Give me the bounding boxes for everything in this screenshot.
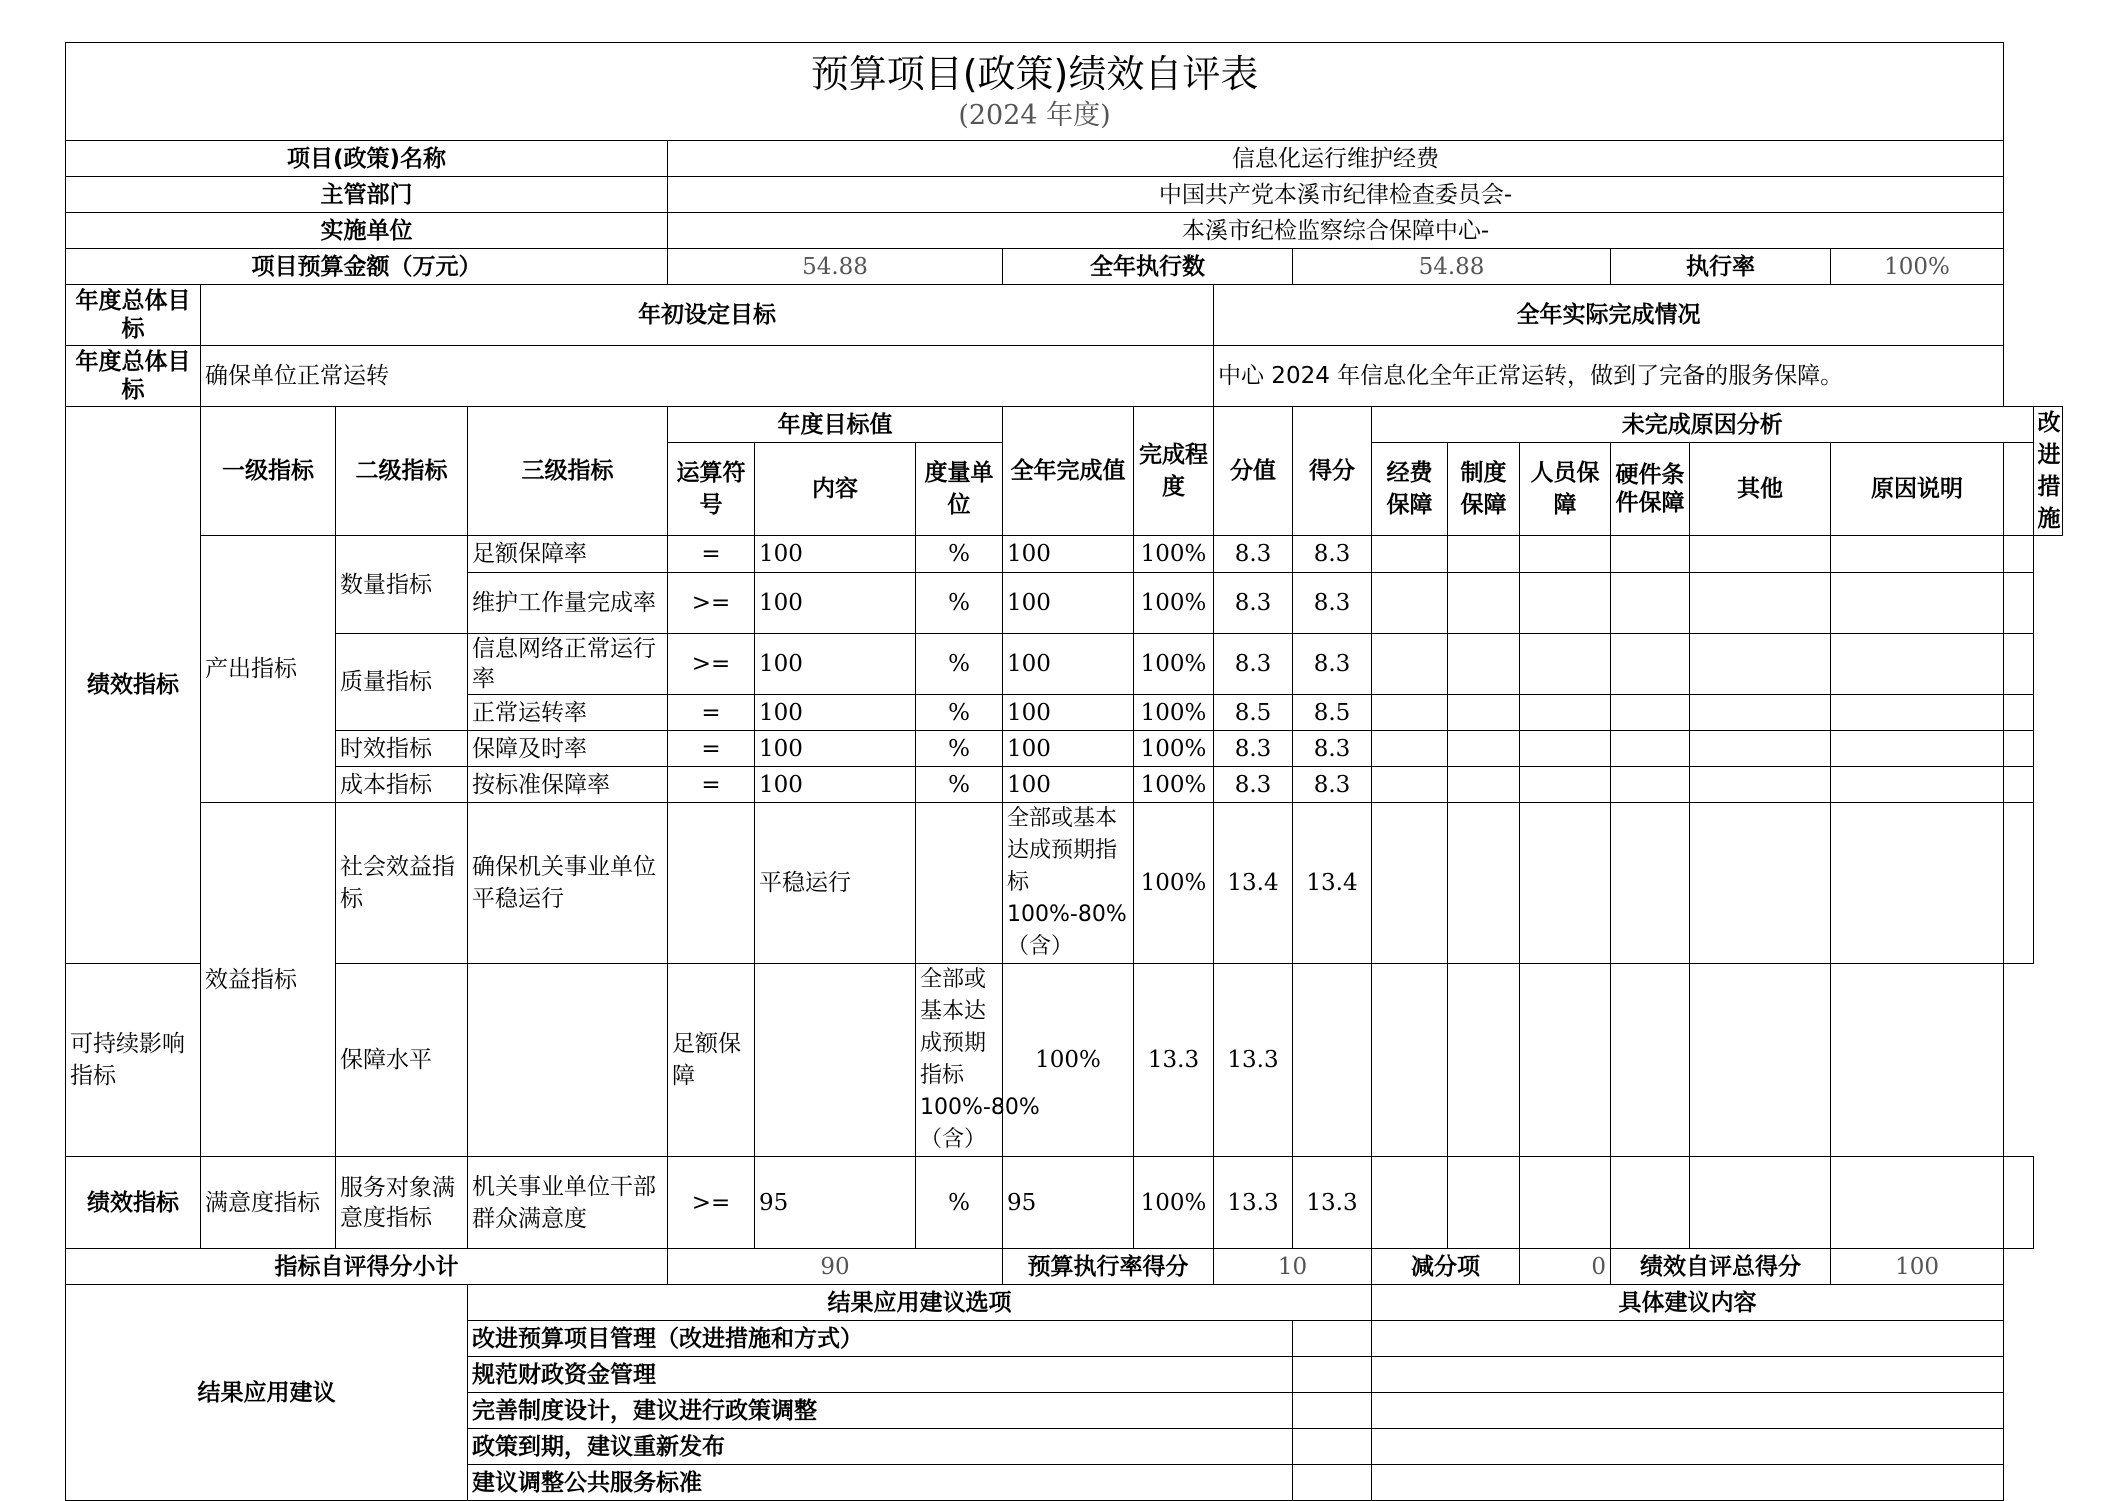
row-content: 平稳运行 xyxy=(755,803,916,964)
row-unit: % xyxy=(916,1157,1003,1249)
deduct-label: 减分项 xyxy=(1372,1249,1520,1285)
result-option: 规范财政资金管理 xyxy=(468,1357,1293,1393)
row-got: 8.5 xyxy=(1293,695,1372,731)
row-degree: 100% xyxy=(1003,964,1134,1157)
row-actual: 100 xyxy=(1003,731,1134,767)
row-score: 8.3 xyxy=(1214,573,1293,634)
row-score: 8.3 xyxy=(1214,731,1293,767)
row-degree: 100% xyxy=(1134,634,1214,695)
row-got: 8.3 xyxy=(1293,731,1372,767)
row-got: 8.3 xyxy=(1293,573,1372,634)
goal-actual: 中心 2024 年信息化全年正常运转，做到了完备的服务保障。 xyxy=(1214,346,2004,407)
row-op: = xyxy=(668,536,755,573)
row-op: >= xyxy=(668,573,755,634)
row-content: 100 xyxy=(755,695,916,731)
result-option-detail[interactable] xyxy=(1372,1429,2004,1465)
row-op: = xyxy=(668,767,755,803)
degree-header: 完成程度 xyxy=(1134,407,1214,536)
result-option-detail[interactable] xyxy=(1372,1321,2004,1357)
row-unit: % xyxy=(916,536,1003,573)
row-actual: 95 xyxy=(1003,1157,1134,1249)
level3-header: 三级指标 xyxy=(468,407,668,536)
reason-hardware-header: 硬件条件保障 xyxy=(1611,443,1690,536)
got-header: 得分 xyxy=(1293,407,1372,536)
perf-label-2: 绩效指标 xyxy=(66,1157,201,1249)
subtotal-label: 指标自评得分小计 xyxy=(66,1249,668,1285)
row-name: 保障及时率 xyxy=(468,731,668,767)
row-name: 机关事业单位干部群众满意度 xyxy=(468,1157,668,1249)
quantity-group: 数量指标 xyxy=(336,536,468,634)
row-content: 100 xyxy=(755,731,916,767)
row-name: 维护工作量完成率 xyxy=(468,573,668,634)
row-op: = xyxy=(668,731,755,767)
row-degree: 100% xyxy=(1134,536,1214,573)
row-score: 13.3 xyxy=(1134,964,1214,1157)
row-actual: 全部或基本达成预期指标 100%-80%（含） xyxy=(916,964,1003,1157)
row-unit: % xyxy=(916,634,1003,695)
budget-label: 项目预算金额（万元） xyxy=(66,249,668,285)
row-got: 8.3 xyxy=(1293,536,1372,573)
row-actual: 100 xyxy=(1003,536,1134,573)
row-content: 100 xyxy=(755,767,916,803)
row-got: 8.3 xyxy=(1293,634,1372,695)
unit-label: 实施单位 xyxy=(66,213,668,249)
row-score: 8.3 xyxy=(1214,536,1293,573)
row-degree: 100% xyxy=(1134,767,1214,803)
cost-group: 成本指标 xyxy=(336,767,468,803)
result-option-check[interactable] xyxy=(1293,1465,1372,1501)
result-options-header: 结果应用建议选项 xyxy=(468,1285,1372,1321)
level1-header: 一级指标 xyxy=(201,407,336,536)
row-actual: 100 xyxy=(1003,573,1134,634)
reason-fund-header: 经费保障 xyxy=(1372,443,1448,536)
benefit-group: 效益指标 xyxy=(201,803,336,1157)
perf-label: 绩效指标 xyxy=(66,407,201,964)
row-actual: 100 xyxy=(1003,767,1134,803)
row-name: 确保机关事业单位平稳运行 xyxy=(468,803,668,964)
row-name: 足额保障率 xyxy=(468,536,668,573)
row-name: 按标准保障率 xyxy=(468,767,668,803)
unit-value: 本溪市纪检监察综合保障中心- xyxy=(668,213,2004,249)
row-score: 8.3 xyxy=(1214,767,1293,803)
result-option-check[interactable] xyxy=(1293,1429,1372,1465)
result-label: 结果应用建议 xyxy=(66,1285,468,1501)
result-option: 完善制度设计，建议进行政策调整 xyxy=(468,1393,1293,1429)
project-name-value: 信息化运行维护经费 xyxy=(668,141,2004,177)
row-op xyxy=(668,803,755,964)
reason-other-header: 其他 xyxy=(1690,443,1831,536)
budget-rate-value: 10 xyxy=(1214,1249,1372,1285)
social-group: 社会效益指标 xyxy=(336,803,468,964)
row-op xyxy=(468,964,668,1157)
exec-value: 54.88 xyxy=(1293,249,1611,285)
row-unit: % xyxy=(916,731,1003,767)
row-got: 8.3 xyxy=(1293,767,1372,803)
row-unit: % xyxy=(916,573,1003,634)
result-option-detail[interactable] xyxy=(1372,1393,2004,1429)
level2-header: 二级指标 xyxy=(336,407,468,536)
row-got: 13.3 xyxy=(1293,1157,1372,1249)
service-group: 服务对象满意度指标 xyxy=(336,1157,468,1249)
result-content-header: 具体建议内容 xyxy=(1372,1285,2004,1321)
reason-system-header: 制度保障 xyxy=(1448,443,1520,536)
budget-value: 54.88 xyxy=(668,249,1003,285)
budget-rate-label: 预算执行率得分 xyxy=(1003,1249,1214,1285)
result-option: 建议调整公共服务标准 xyxy=(468,1465,1293,1501)
page-title: 预算项目(政策)绩效自评表 xyxy=(810,51,1259,96)
row-op: = xyxy=(668,695,755,731)
row-content: 足额保障 xyxy=(668,964,755,1157)
improve-header: 改进措施 xyxy=(2033,407,2062,536)
exec-label: 全年执行数 xyxy=(1003,249,1293,285)
content-header: 内容 xyxy=(755,443,916,536)
satisfaction-group: 满意度指标 xyxy=(201,1157,336,1249)
year-subtitle: (2024 年度) xyxy=(958,99,1111,131)
row-content: 100 xyxy=(755,634,916,695)
evaluation-table xyxy=(65,42,2063,1501)
row-degree: 100% xyxy=(1134,731,1214,767)
rate-value: 100% xyxy=(1831,249,2004,285)
row-unit: % xyxy=(916,695,1003,731)
row-score: 8.5 xyxy=(1214,695,1293,731)
dept-value: 中国共产党本溪市纪律检查委员会- xyxy=(668,177,2004,213)
reason-desc-header: 原因说明 xyxy=(1831,443,2004,536)
total-value: 100 xyxy=(1831,1249,2004,1285)
row-degree: 100% xyxy=(1134,803,1214,964)
row-actual: 全部或基本达成预期指标 100%-80%（含） xyxy=(1003,803,1134,964)
row-content: 100 xyxy=(755,573,916,634)
goal-planned: 确保单位正常运转 xyxy=(201,346,1214,407)
output-group: 产出指标 xyxy=(201,536,336,803)
total-label: 绩效自评总得分 xyxy=(1611,1249,1831,1285)
project-name-label: 项目(政策)名称 xyxy=(66,141,668,177)
dept-label: 主管部门 xyxy=(66,177,668,213)
result-option-detail[interactable] xyxy=(1372,1465,2004,1501)
timeliness-group: 时效指标 xyxy=(336,731,468,767)
row-unit xyxy=(916,803,1003,964)
deduct-value: 0 xyxy=(1520,1249,1611,1285)
quality-group: 质量指标 xyxy=(336,634,468,731)
operator-header: 运算符号 xyxy=(668,443,755,536)
row-got: 13.4 xyxy=(1293,803,1372,964)
unit-header: 度量单位 xyxy=(916,443,1003,536)
sustain-group: 可持续影响指标 xyxy=(66,964,201,1157)
row-unit: % xyxy=(916,767,1003,803)
row-score: 13.4 xyxy=(1214,803,1293,964)
row-content: 95 xyxy=(755,1157,916,1249)
row-name: 保障水平 xyxy=(336,964,468,1157)
reason-group-header: 未完成原因分析 xyxy=(1372,407,2034,443)
row-content: 100 xyxy=(755,536,916,573)
title-cell xyxy=(66,43,2004,141)
goal-planned-header: 年初设定目标 xyxy=(201,285,1214,346)
row-score: 13.3 xyxy=(1214,1157,1293,1249)
goal-actual-header: 全年实际完成情况 xyxy=(1214,285,2004,346)
row-degree: 100% xyxy=(1134,695,1214,731)
row-op: >= xyxy=(668,1157,755,1249)
subtotal-value: 90 xyxy=(668,1249,1003,1285)
result-option-check[interactable] xyxy=(1293,1393,1372,1429)
row-degree: 100% xyxy=(1134,1157,1214,1249)
goal-label: 年度总体目标 xyxy=(66,285,201,346)
row-degree: 100% xyxy=(1134,573,1214,634)
row-actual: 100 xyxy=(1003,695,1134,731)
row-actual: 100 xyxy=(1003,634,1134,695)
row-op: >= xyxy=(668,634,755,695)
row-name: 信息网络正常运行率 xyxy=(468,634,668,695)
reason-staff-header: 人员保障 xyxy=(1520,443,1611,536)
goal-label-2: 年度总体目标 xyxy=(66,346,201,407)
row-unit xyxy=(755,964,916,1157)
result-option-check[interactable] xyxy=(1293,1321,1372,1357)
result-option: 政策到期，建议重新发布 xyxy=(468,1429,1293,1465)
result-option-detail[interactable] xyxy=(1372,1357,2004,1393)
row-name: 正常运转率 xyxy=(468,695,668,731)
result-option: 改进预算项目管理（改进措施和方式） xyxy=(468,1321,1293,1357)
evaluation-sheet xyxy=(65,42,2063,1496)
actual-header: 全年完成值 xyxy=(1003,407,1134,536)
row-score: 8.3 xyxy=(1214,634,1293,695)
row-got: 13.3 xyxy=(1214,964,1293,1157)
rate-label: 执行率 xyxy=(1611,249,1831,285)
score-header: 分值 xyxy=(1214,407,1293,536)
result-option-check[interactable] xyxy=(1293,1357,1372,1393)
target-group-header: 年度目标值 xyxy=(668,407,1003,443)
